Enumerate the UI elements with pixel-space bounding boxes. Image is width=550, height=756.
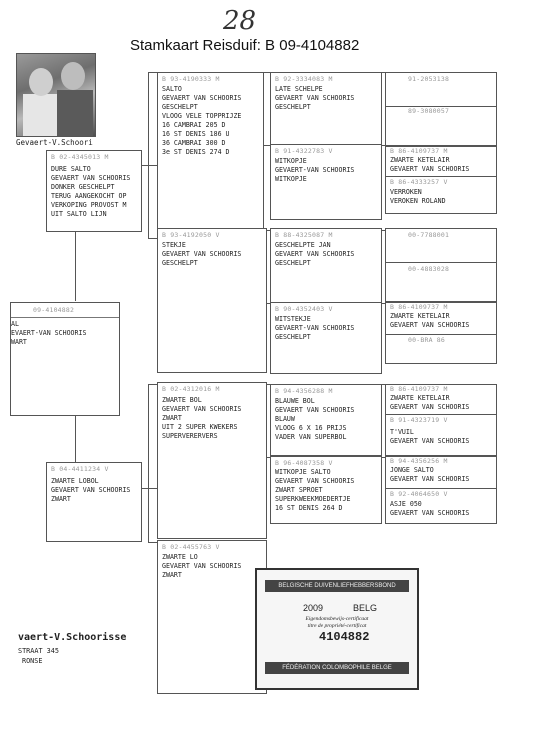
connector: [75, 415, 76, 462]
pigeon-line: GESCHELPT: [275, 259, 311, 267]
ring-number: B 91-4323719 V: [390, 416, 448, 424]
pigeon-card-g5: [385, 414, 497, 456]
ring-number: B 92-4064650 V: [390, 490, 448, 498]
pigeon-line: 16 CAMBRAI 205 D: [162, 121, 226, 129]
pigeon-line: GEVAERT VAN SCHOORIS: [162, 94, 242, 102]
pigeon-line: EVAERT-VAN SCHOORIS: [11, 329, 87, 337]
pigeon-line: VEROKEN ROLAND: [390, 197, 446, 205]
pigeon-line: GEVAERT VAN SCHOORIS: [162, 250, 242, 258]
pigeon-card-dss: [270, 384, 382, 456]
ring-number: 91-2053138: [408, 75, 450, 83]
pigeon-line: GEVAERT VAN SCHOORIS: [390, 475, 470, 483]
ring-number: B 86-4109737 M: [390, 303, 448, 311]
ring-number: 00-7788001: [408, 231, 450, 239]
pigeon-line: GEVAERT VAN SCHOORIS: [51, 486, 131, 494]
pigeon-line: GESCHELPT: [162, 259, 198, 267]
ring-number: B 94-4356288 M: [275, 387, 333, 395]
pigeon-line: BLAUWE BOL: [275, 397, 315, 405]
pigeon-card-dam-sire: [157, 382, 267, 539]
pigeon-line: GEVAERT VAN SCHOORIS: [275, 94, 355, 102]
pigeon-line: GEVAERT VAN SCHOORIS: [51, 174, 131, 182]
ring-number: B 02-4455763 V: [162, 543, 220, 551]
pigeon-line: GESCHELPT: [275, 103, 311, 111]
owner-city: RONSE: [22, 657, 43, 665]
ring-number: B 86-4109737 M: [390, 385, 448, 393]
stamp-text: Eigendomsbewijs-certificaat: [305, 616, 369, 622]
stamp-year: 2009: [303, 603, 324, 613]
pigeon-line: SUPERVERERVERS: [162, 432, 218, 440]
pigeon-line: ZWARTE KETELAIR: [390, 394, 450, 402]
pigeon-card-g5: [385, 488, 497, 524]
pigeon-line: ZWART: [162, 414, 182, 422]
pigeon-line: VLOOG VELE TOPPRIJZE: [162, 112, 242, 120]
pigeon-line: GEVAERT VAN SCHOORIS: [390, 509, 470, 517]
pigeon-line: BLAUW: [275, 415, 295, 423]
stamp-bottom-band: FÉDÉRATION COLOMBOPHILE BELGE: [265, 662, 409, 674]
pigeon-line: UIT 2 SUPER KWEKERS: [162, 423, 238, 431]
pigeon-line: SALTO: [162, 85, 182, 93]
pigeon-line: GEVAERT VAN SCHOORIS: [275, 250, 355, 258]
pigeon-line: 3e ST DENIS 274 D: [162, 148, 230, 156]
pigeon-card-g5: [385, 72, 497, 108]
pigeon-card-g5: [385, 456, 497, 490]
ring-number: 89-3080057: [408, 107, 450, 115]
pigeon-line: STEKJE: [162, 241, 186, 249]
owner-name: vaert-V.Schoorisse: [18, 632, 127, 643]
ring-number: B 86-4333257 V: [390, 178, 448, 186]
ring-number: B 88-4325087 M: [275, 231, 333, 239]
stamp-country: BELG: [353, 603, 378, 613]
pigeon-line: ZWARTE LOBOL: [51, 477, 99, 485]
pigeon-line: ZWART: [162, 571, 182, 579]
pigeon-line: GEVAERT-VAN SCHOORIS: [275, 166, 355, 174]
ring-number: B 94-4356256 M: [390, 457, 448, 465]
pigeon-card-dsd: [270, 456, 382, 524]
stamp-top-band: BELGISCHE DUIVENLIEFHEBBERSBOND: [265, 580, 409, 592]
pigeon-line: 16 ST DENIS 264 D: [275, 504, 343, 512]
pigeon-line: GESCHELPTE JAN: [275, 241, 331, 249]
pigeon-card-dam: [46, 462, 142, 542]
ring-number: 00-BRA 86: [408, 336, 446, 344]
handwritten-number: 28: [223, 6, 257, 36]
owner-street: STRAAT 345: [18, 647, 59, 655]
pigeon-line: WITKOPJE SALTO: [275, 468, 331, 476]
registration-stamp: [255, 568, 419, 690]
pigeon-line: GEVAERT VAN SCHOORIS: [390, 403, 470, 411]
pigeon-line: TERUG AANGEKOCHT OP: [51, 192, 127, 200]
ring-number: B 93-4190333 M: [162, 75, 220, 83]
pigeon-line: ASJE 050: [390, 500, 422, 508]
pigeon-line: WITKOPJE: [275, 157, 307, 165]
pigeon-line: UIT SALTO LIJN: [51, 210, 107, 218]
pigeon-line: JONGE SALTO: [390, 466, 434, 474]
ring-number: 00-4883028: [408, 265, 450, 273]
ring-number: B 04-4411234 V: [51, 465, 109, 473]
pigeon-line: VERROKEN: [390, 188, 422, 196]
page-title: Stamkaart Reisduif: B 09-4104882: [130, 37, 360, 54]
pigeon-line: ZWART SPROET: [275, 486, 323, 494]
ring-number: B 91-4322783 V: [275, 147, 333, 155]
pigeon-card-sire-dam: [157, 228, 267, 373]
pigeon-card-sds: [270, 228, 382, 304]
pigeon-line: VADER VAN SUPERBOL: [275, 433, 347, 441]
pigeon-line: GEVAERT VAN SCHOORIS: [390, 165, 470, 173]
pigeon-line: SUPERKWEEKMOEDERTJE: [275, 495, 351, 503]
pigeon-line: 16 ST DENIS 186 U: [162, 130, 230, 138]
ring-number: B 86-4109737 M: [390, 147, 448, 155]
pigeon-card-sdd: [270, 302, 382, 374]
ring-number: B 02-4345013 M: [51, 153, 109, 161]
ring-number: 09-4104882: [33, 306, 75, 314]
photo-caption: Gevaert-V.Schoori: [16, 138, 93, 147]
pigeon-line: GEVAERT VAN SCHOORIS: [162, 405, 242, 413]
pigeon-line: ZWARTE BOL: [162, 396, 202, 404]
pigeon-line: VLOOG 6 X 16 PRIJS: [275, 424, 347, 432]
pigeon-line: GEVAERT VAN SCHOORIS: [390, 437, 470, 445]
pigeon-line: 36 CAMBRAI 300 D: [162, 139, 226, 147]
pigeon-line: GESCHELPT: [275, 333, 311, 341]
stamp-text: titre de propriété-certificat: [307, 623, 367, 629]
ring-number: B 96-4087358 V: [275, 459, 333, 467]
pigeon-line: ZWARTE LO: [162, 553, 198, 561]
owner-photo: [16, 53, 96, 137]
pigeon-card-g5: [385, 146, 497, 178]
stamp-ring-number: 4104882: [319, 630, 370, 644]
pigeon-line: GEVAERT VAN SCHOORIS: [162, 562, 242, 570]
connector: [75, 230, 76, 301]
pigeon-card-sss: [270, 72, 382, 146]
pigeon-line: GEVAERT-VAN SCHOORIS: [275, 324, 355, 332]
pigeon-line: DURE SALTO: [51, 165, 91, 173]
ring-number: B 92-3334083 M: [275, 75, 333, 83]
pigeon-line: LATE SCHELPE: [275, 85, 323, 93]
ring-number: B 93-4192050 V: [162, 231, 220, 239]
pigeon-line: ZWARTE KETELAIR: [390, 312, 450, 320]
pigeon-card-dam-dam: [157, 540, 267, 694]
pigeon-line: GESCHELPT: [162, 103, 198, 111]
pigeon-card-g5: [385, 106, 497, 146]
pigeon-card-g5: [385, 176, 497, 214]
pigeon-card-sire-sire: [157, 72, 264, 229]
pigeon-line: WITSTEKJE: [275, 315, 311, 323]
pigeon-line: ZWARTE KETELAIR: [390, 156, 450, 164]
pigeon-line: GEVAERT VAN SCHOORIS: [390, 321, 470, 329]
pigeon-card-g5: [385, 228, 497, 264]
pigeon-card-subject: [10, 302, 120, 416]
pigeon-card-ssd: [270, 144, 382, 220]
pigeon-line: T'VUIL: [390, 428, 414, 436]
pigeon-line: ZWART: [51, 495, 71, 503]
pigeon-card-g5: [385, 302, 497, 336]
pigeon-card-sire: [46, 150, 142, 232]
ring-number: B 90-4352403 V: [275, 305, 333, 313]
pigeon-line: AL: [11, 320, 19, 328]
pigeon-card-g5: [385, 384, 497, 416]
pigeon-line: WITKOPJE: [275, 175, 307, 183]
pigeon-line: VERKOPING PROVOST M: [51, 201, 127, 209]
pigeon-card-g5: [385, 334, 497, 364]
ring-number: B 02-4312016 M: [162, 385, 220, 393]
pigeon-card-g5: [385, 262, 497, 302]
pigeon-line: DONKER GESCHELPT: [51, 183, 115, 191]
pigeon-line: GEVAERT VAN SCHOORIS: [275, 477, 355, 485]
pigeon-line: WART: [11, 338, 27, 346]
pigeon-line: GEVAERT VAN SCHOORIS: [275, 406, 355, 414]
